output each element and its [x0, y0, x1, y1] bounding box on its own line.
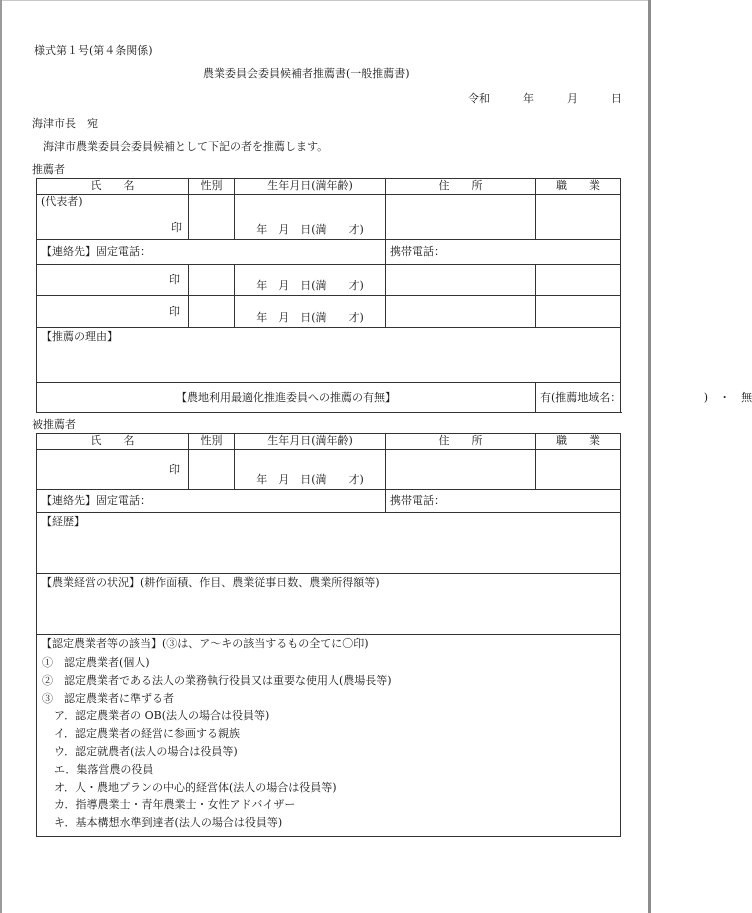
nominee-header-gender [189, 434, 235, 450]
reason-label: 【推薦の理由】 [41, 330, 118, 343]
mobile-cell[interactable] [386, 240, 621, 265]
header-gender-text: 性別 [200, 179, 223, 192]
header-name-text: 氏 名 [90, 179, 135, 192]
birth-cell-1[interactable] [235, 265, 386, 296]
recommender-reason-row [37, 328, 621, 383]
nominee-landline-label: 【連絡先】固定電話： [41, 494, 151, 507]
birth-blank-text: 年 月 日(満 才) [256, 223, 364, 236]
reason-cell[interactable] [37, 328, 621, 383]
header-job-text: 職 業 [556, 179, 600, 192]
farmland-answer: 有(推薦地域名： ) ・ 無 [540, 390, 752, 404]
sub-item-u[interactable]: ウ．認定就農者(法人の場合は役員等) [54, 744, 238, 758]
date-line: 令和 年 月 日 [468, 92, 622, 105]
recommender-extra-row-2 [37, 296, 621, 328]
certified-items-list [42, 654, 392, 832]
nominee-mobile-cell[interactable] [386, 490, 621, 513]
gender-cell-1[interactable] [189, 265, 235, 296]
nominee-header-birth-text: 生年月日(満年齢) [267, 434, 353, 447]
nominee-header-name-text: 氏 名 [90, 434, 135, 447]
header-birth [235, 179, 386, 195]
nominee-landline-cell[interactable] [37, 490, 386, 513]
certified-label: 【認定農業者等の該当】(③は、ア～キの該当するもの全てに〇印) [41, 637, 369, 650]
career-row [37, 513, 621, 574]
farmland-question-cell [37, 383, 536, 413]
sub-item-i[interactable]: イ．認定農業者の経営に参画する親族 [54, 727, 241, 741]
header-job [536, 179, 621, 195]
header-address [386, 179, 536, 195]
certified-item-1[interactable]: ① 認定農業者(個人) [42, 656, 150, 669]
name-cell-2[interactable] [37, 296, 189, 328]
representative-label: (代表者) [41, 195, 83, 208]
nominee-birth-blank: 年 月 日(満 才) [256, 473, 364, 486]
document-title: 農業委員会委員候補者推薦書(一般推薦書) [203, 67, 410, 80]
sub-item-ka[interactable]: カ．指導農業士・青年農業士・女性アドバイザー [54, 798, 296, 812]
nominee-name-cell[interactable] [37, 450, 189, 490]
header-gender [189, 179, 235, 195]
birth-cell-2[interactable] [235, 296, 386, 328]
header-birth-text: 生年月日(満年齢) [267, 179, 353, 192]
page-edge-right [648, 0, 651, 913]
seal-mark-2: 印 [169, 304, 180, 318]
job-cell-2[interactable] [536, 296, 621, 328]
recommender-section-label: 推薦者 [32, 163, 65, 176]
nominee-seal-mark: 印 [169, 462, 180, 476]
form-number: 様式第１号(第４条関係) [34, 44, 153, 57]
address-cell[interactable] [386, 195, 536, 240]
nominee-gender-cell[interactable] [189, 450, 235, 490]
nominee-header-row [37, 434, 621, 450]
recommender-extra-row-1 [37, 265, 621, 296]
addressee: 海津市長 宛 [32, 117, 98, 130]
certified-item-2[interactable]: ② 認定農業者である法人の業務執行役員又は重要な使用人(農場長等) [42, 673, 392, 687]
nominee-header-birth [235, 434, 386, 450]
farming-status-cell[interactable] [37, 574, 621, 635]
nominee-mobile-label: 携帯電話： [390, 494, 445, 507]
farming-status-label: 【農業経営の状況】(耕作面積、作目、農業従事日数、農業所得額等) [41, 576, 380, 589]
recommender-table [36, 178, 752, 413]
sub-item-e[interactable]: エ．集落営農の役員 [54, 762, 154, 776]
seal-mark: 印 [171, 221, 182, 234]
name-cell-1[interactable] [37, 265, 189, 296]
nominee-header-address [386, 434, 536, 450]
recommender-representative-row [37, 195, 621, 240]
career-cell[interactable] [37, 513, 621, 574]
landline-label: 【連絡先】固定電話： [41, 245, 151, 258]
nominee-contact-row [37, 490, 621, 513]
landline-cell[interactable] [37, 240, 386, 265]
intro-text: 海津市農業委員会委員候補として下記の者を推薦します。 [43, 140, 329, 153]
farming-status-row [37, 574, 621, 635]
birth-blank-text-1: 年 月 日(満 才) [256, 279, 364, 292]
farmland-committee-row [37, 383, 621, 413]
mobile-label: 携帯電話： [390, 245, 445, 258]
nominee-header-name [37, 434, 189, 450]
job-cell-1[interactable] [536, 265, 621, 296]
sub-item-ki[interactable]: キ．基本構想水準到達者(法人の場合は役員等) [54, 816, 283, 830]
sub-item-a[interactable]: ア．認定農業者の OB(法人の場合は役員等) [54, 709, 270, 723]
nominee-address-cell[interactable] [386, 450, 536, 490]
birth-cell[interactable] [235, 195, 386, 240]
header-address-text: 住 所 [438, 179, 483, 192]
nominee-header-job-text: 職 業 [556, 434, 600, 447]
job-cell[interactable] [536, 195, 621, 240]
seal-mark-1: 印 [169, 273, 180, 286]
birth-blank-text-2: 年 月 日(満 才) [256, 311, 364, 324]
address-cell-1[interactable] [386, 265, 536, 296]
nominee-section-label: 被推薦者 [32, 418, 76, 431]
nominee-header-gender-text: 性別 [200, 434, 223, 447]
career-label: 【経歴】 [41, 515, 85, 528]
page-edge-top [0, 0, 651, 1]
recommender-contact-row [37, 240, 621, 265]
nominee-row [37, 450, 621, 490]
representative-name-cell[interactable] [37, 195, 189, 240]
address-cell-2[interactable] [386, 296, 536, 328]
page-edge-left [0, 0, 2, 913]
farmland-question: 【農地利用最適化推進委員への推薦の有無】 [176, 390, 396, 404]
sub-item-o[interactable]: オ．人・農地プランの中心的経営体(法人の場合は役員等) [54, 780, 337, 794]
certified-item-3[interactable]: ③ 認定農業者に準ずる者 [42, 691, 174, 705]
nominee-job-cell[interactable] [536, 450, 621, 490]
nominee-header-address-text: 住 所 [438, 434, 483, 447]
recommender-header-row [37, 179, 621, 195]
gender-cell[interactable] [189, 195, 235, 240]
nominee-header-job [536, 434, 621, 450]
farmland-answer-cell[interactable] [536, 383, 752, 413]
gender-cell-2[interactable] [189, 296, 235, 328]
nominee-birth-cell[interactable] [235, 450, 386, 490]
header-name [37, 179, 189, 195]
